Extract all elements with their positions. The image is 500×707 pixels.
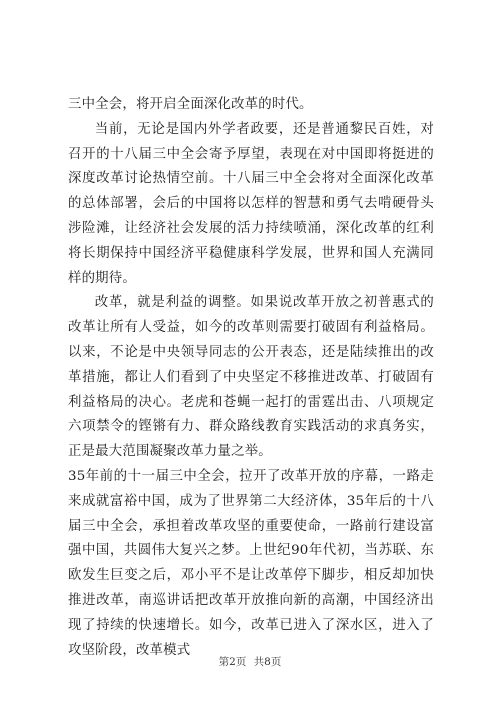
paragraph-continuation: 三中全会，将开启全面深化改革的时代。 bbox=[68, 97, 313, 112]
paragraph-35-years: 35年前的十一届三中全会，拉开了改革开放的序幕，一路走来成就富裕中国，成为了世界第二大经济体，35年后的十八届三中全会，承担着改革攻坚的重要使命，一路前行建设富强中国，共圆伟大复兴之梦。上世纪90年代初，当苏联、东欧发生巨变之后，邓小平不是让改革停下脚步，相反却加快推进改革，南巡讲话把改革开放推向新的高潮，中国经济出现了持续的快速增长。如今，改革已进入了深水区，进入了攻坚阶段，改革模式 bbox=[68, 468, 434, 658]
page-footer bbox=[0, 654, 500, 669]
page-number: 第2页 bbox=[218, 656, 247, 668]
paragraph-current-expectations: 当前，无论是国内外学者政要，还是普通黎民百姓，对召开的十八届三中全会寄予厚望，表现在对中国即将挺进的深度改革讨论热情空前。十八届三中全会将对全面深化改革的总体部署，会后的中国将以怎样的智慧和勇气去啃硬骨头涉险滩，让经济社会发展的活力持续喷涌，深化改革的红利将长期保持中国经济平稳健康科学发展，世界和国人充满同样的期待。 bbox=[68, 121, 434, 286]
paragraph-interest-adjustment: 改革，就是利益的调整。如果说改革开放之初普惠式的改革让所有人受益，如今的改革则需要打破固有利益格局。以来，不论是中央领导同志的公开表态，还是陆续推出的改革措施，都让人们看到了中央坚定不移推进改革、打破固有利益格局的决心。老虎和苍蝇一起打的雷霆出击、八项规定六项禁令的铿锵有力、群众路线教育实践活动的求真务实，正是最大范围凝聚改革力量之举。 bbox=[68, 295, 434, 460]
document-body bbox=[68, 93, 434, 663]
page-total: 共8页 bbox=[253, 656, 282, 668]
